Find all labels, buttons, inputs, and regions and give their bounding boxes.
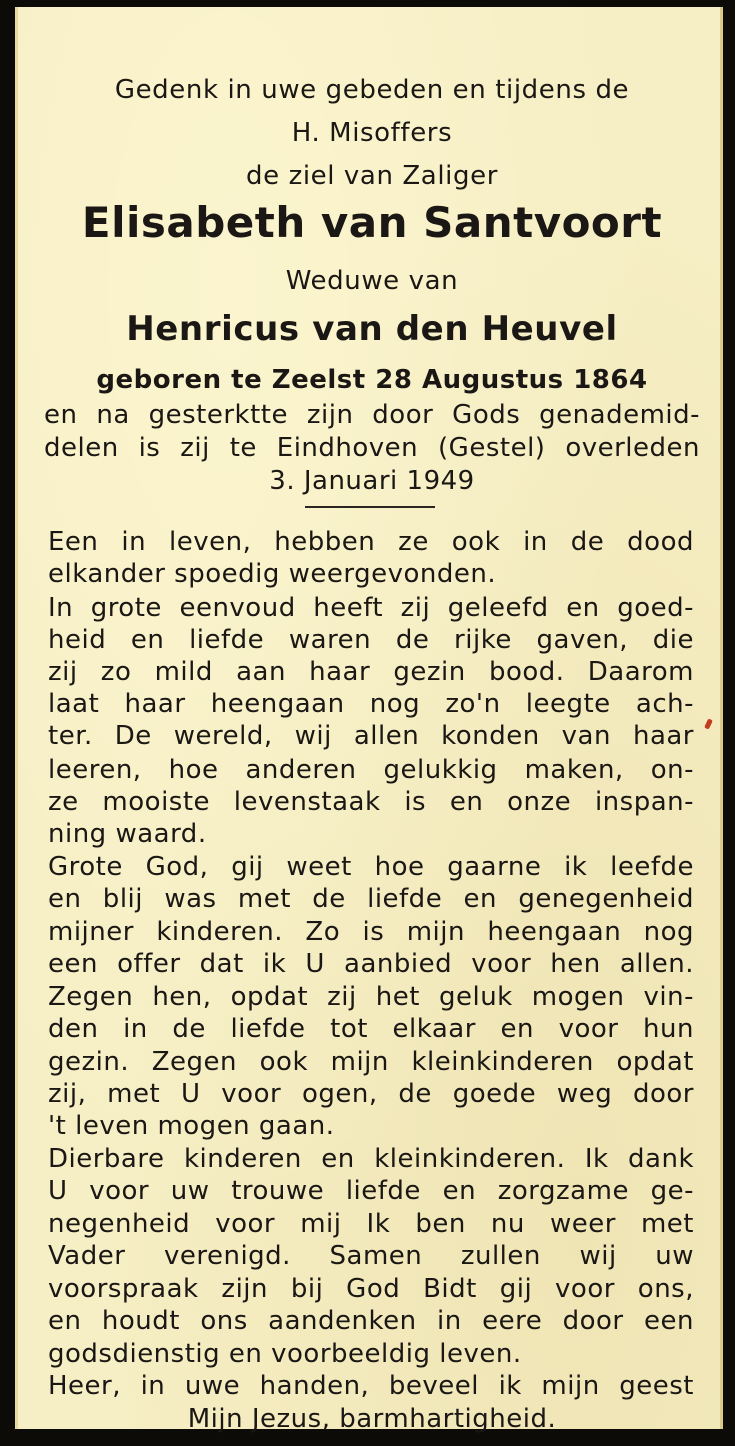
body-line: Dierbare kinderen en kleinkinderen. Ik dank — [48, 1144, 694, 1174]
body-line: Heer, in uwe handen, beveel ik mijn geest — [48, 1371, 694, 1401]
body-line: mijner kinderen. Zo is mijn heengaan nog — [48, 917, 694, 947]
body-line: U voor uw trouwe liefde en zorgzame ge- — [48, 1176, 694, 1206]
body-line: voorspraak zijn bij God Bidt gij voor ons, — [48, 1274, 694, 1304]
body-line: een offer dat ik U aanbied voor hen allen. — [48, 949, 694, 979]
body-line: en houdt ons aandenken in eere door een — [48, 1306, 694, 1336]
details-line-3: delen is zij te Eindhoven (Gestel) overleden — [44, 433, 700, 463]
header-line-3: de ziel van Zaliger — [246, 161, 498, 191]
birth-line: geboren te Zeelst 28 Augustus 1864 — [96, 365, 648, 395]
body-line: leeren, hoe anderen gelukkig maken, on- — [48, 755, 694, 785]
body-line: laat haar heengaan nog zo'n leegte ach- — [48, 689, 694, 719]
body-line: elkander spoedig weergevonden. — [48, 559, 497, 589]
relation-label: Weduwe van — [285, 266, 459, 296]
body-line: zij zo mild aan haar gezin bood. Daarom — [48, 657, 694, 687]
body-line: ter. De wereld, wij allen konden van haar — [48, 721, 694, 751]
body-line: Grote God, gij weet hoe gaarne ik leefde — [48, 852, 694, 882]
spouse-name: Henricus van den Heuvel — [126, 309, 618, 349]
body-line: gezin. Zegen ook mijn kleinkinderen opdat — [48, 1047, 694, 1077]
death-date: 3. Januari 1949 — [269, 466, 475, 496]
deceased-name: Elisabeth van Santvoort — [81, 198, 663, 247]
body-line: heid en liefde waren de rijke gaven, die — [48, 625, 694, 655]
header-line-2: H. Misoffers — [291, 118, 453, 148]
body-line: den in de liefde tot elkaar en voor hun — [48, 1014, 694, 1044]
body-line: In grote eenvoud heeft zij geleefd en goed- — [48, 593, 694, 623]
body-line: en blij was met de liefde en genegenheid — [48, 884, 694, 914]
body-line: Zegen hen, opdat zij het geluk mogen vin- — [48, 982, 694, 1012]
body-line: godsdienstig en voorbeeldig leven. — [48, 1339, 522, 1369]
details-line-2: en na gesterktte zijn door Gods genademid- — [44, 400, 700, 430]
closing-line: Mijn Jezus, barmhartigheid. — [187, 1404, 557, 1434]
body-line: zij, met U voor ogen, de goede weg door — [48, 1079, 694, 1109]
body-line: ze mooiste levenstaak is en onze inspan- — [48, 787, 694, 817]
body-line: Vader verenigd. Samen zullen wij uw — [48, 1241, 694, 1271]
divider-rule — [305, 506, 435, 508]
body-line: ning waard. — [48, 819, 207, 849]
red-ink-speck — [704, 718, 713, 729]
body-line: Een in leven, hebben ze ook in de dood — [48, 527, 694, 557]
body-line: 't leven mogen gaan. — [48, 1111, 335, 1141]
header-line-1: Gedenk in uwe gebeden en tijdens de — [114, 75, 630, 105]
body-line: negenheid voor mij Ik ben nu weer met — [48, 1209, 694, 1239]
memorial-card — [15, 7, 723, 1434]
